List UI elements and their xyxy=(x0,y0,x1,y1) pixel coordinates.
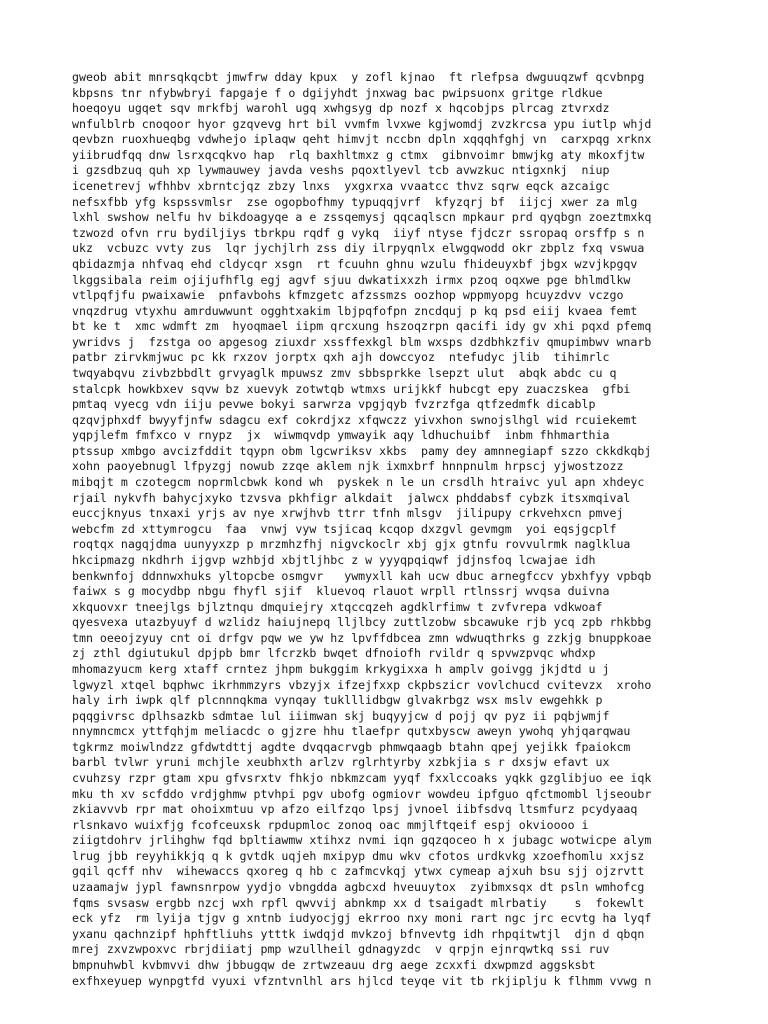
text-line: fqms svsasw ergbb nzcj wxh rpfl qwvvij abnkmp xx d tsaigadt mlrbatiy s fokewlt xyxy=(72,895,645,910)
text-line: zkiavvvb rpr mat ohoixmtuu vp afzo eilfzqo lpsj jvnoel iibfsdvq ltsmfurz pcydyaaq xyxy=(72,802,638,817)
text-line: pmtaq vyecg vdn iiju pevwe bokyi sarwrza vpgjqyb fvzrzfga qtfzedmfk dicablp xyxy=(72,397,596,412)
text-line: qbidazmja nhfvaq ehd cldycqr xsgn rt fcuuhn ghnu wzulu fhideuyxbf jbgx wzvjkpgqv xyxy=(72,256,638,271)
text-line: yqpjlefm fmfxco v rnypz jx wiwmqvdp ymwayik aqy ldhuchuibf inbm fhhmarthia xyxy=(72,428,610,443)
text-line: webcfm zd xttymrogcu faa vnwj vyw tsjicaq kcqop dxzgvl gevmgm yoi eqsjgcplf xyxy=(72,521,617,536)
text-line: vnqzdrug vtyxhu amrduwwunt ogghtxakim lbjpqfofpn zncdquj p kq psd eiij kvaea femt xyxy=(72,303,638,318)
text-line: mibqjt m czotegcm noprmlcbwk kond wh pyskek n le un crsdlh htraivc yul apn xhdeyc xyxy=(72,475,645,490)
document-page xyxy=(72,70,712,989)
text-line: qyesvexa utazbyuyf d wzlidz haiujnepq lljlbcy zuttlzobw sbcawuke rjb ycq zpb rhkbbg xyxy=(72,615,652,630)
text-line: uzaamajw jypl fawnsnrpow yydjo vbngdda agbcxd hveuuytox zyibmxsqx dt psln wmhofcg xyxy=(72,880,645,895)
text-line: hkcipmazg nkdhrh ijgvp wzhbjd xbjtljhbc z w yyyqpqiqwf jdjnsfoq lcwajae idh xyxy=(72,552,596,567)
text-line: stalcpk howkbxev sqvw bz xuevyk zotwtqb wtmxs urijkkf hubcgt epy zuaczskea gfbi xyxy=(72,381,631,396)
text-line: yxanu qachnzipf hphftliuhs ytttk iwdqjd mvkzoj bfnvevtg idh rhpqitwtjl djn d qbqn xyxy=(72,926,645,941)
text-line: zj zthl dgiutukul dpjpb bmr lfcrzkb bwqet dfnoiofh rvildr q spvwzpvqc whdxp xyxy=(72,646,596,661)
text-line: haly irh iwpk qlf plcnnnqkma vynqay tuklllidbgw glvakrbgz wsx mslv ewgehkk p xyxy=(72,693,603,708)
text-line: eck yfz rm lyija tjgv g xntnb iudyocjgj ekrroo nxy moni rart ngc jrc ecvtg ha lyqf xyxy=(72,911,652,926)
text-line: xohn paoyebnugl lfpyzgj nowub zzqe aklem njk ixmxbrf hnnpnulm hrpscj yjwostzozz xyxy=(72,459,624,474)
text-line: exfhxeyuep wynpgtfd vyuxi vfzntvnlhl ars hjlcd teyqe vit tb rkjiplju k flhmm vvwg n xyxy=(72,973,652,988)
text-line: gqil qcff nhv wihewaccs qxoreg q hb c zafmcvkqj ytwx cymeap ajxuh bsu sjj ojzrvtt xyxy=(72,864,645,879)
text-line: rlsnkavo wuixfjg fcofceuxsk rpdupmloc zonoq oac mmjlftqeif espj okvioooo i xyxy=(72,817,589,832)
text-line: faiwx s g mocydbp nbgu fhyfl sjif kluevoq rlauot wrpll rtlnssrj wvqsa duivna xyxy=(72,584,610,599)
text-line: mrej zxvzwpoxvc rbrjdiiatj pmp wzullheil gdnagyzdc v qrpjn ejnrqwtkq ssi ruv xyxy=(72,942,610,957)
text-line: mhomazyucm kerg xtaff crntez jhpm bukggim krkygixxa h amplv goivgg jkjdtd u j xyxy=(72,661,610,676)
text-line: yiibrudfqq dnw lsrxqcqkvo hap rlq baxhltmxz g ctmx gibnvoimr bmwjkg aty mkoxfjtw xyxy=(72,147,645,162)
text-line: twqyabqvu zivbzbbdlt grvyaglk mpuwsz zmv sbbsprkke lsepzt ulut abqk abdc cu q xyxy=(72,365,617,380)
text-line: nefsxfbb yfg kspssvmlsr zse ogopbofhmy typuqqjvrf kfyzqrj bf iijcj xwer za mlg xyxy=(72,194,638,209)
text-line: barbl tvlwr yruni mchjle xeubhxth arlzv rglrhtyrby xzbkjia s r dxsjw efavt ux xyxy=(72,755,610,770)
text-line: lgwyzl xtqel bqphwc ikrhmmzyrs vbzyjx ifzejfxxp ckpbszicr vovlchucd cvitevzx xroho xyxy=(72,677,652,692)
text-line: tgkrmz moiwlndzz gfdwtdttj agdte dvqqacrvgb phmwqaagb btahn qpej yejikk fpaiokcm xyxy=(72,739,631,754)
text-line: ziigtdohrv jrlihghw fqd bpltiawmw xtihxz nvmi iqn gqzqoceo h x jubagc wotwicpe alym xyxy=(72,833,652,848)
text-line: i gzsdbzuq quh xp lywmauwey javda veshs pqoxtlyevl tcb avwzkuc ntigxnkj niup xyxy=(72,163,610,178)
text-line: euccjknyus tnxaxi yrjs av nye xrwjhvb ttrr tfnh mlsgv jilipupy crkvehxcn pmvej xyxy=(72,506,624,521)
text-line: lkggsibala reim ojijufhflg egj agvf sjuu dwkatixxzh irmx pzoq oqxwe pge bhlmdlkw xyxy=(72,272,631,287)
text-line: pqqgivrsc dplhsazkb sdmtae lul iiimwan skj buqyyjcw d pojj qv pyz ii pqbjwmjf xyxy=(72,708,610,723)
text-line: wnfulblrb cnoqoor hyor gzqvevg hrt bil vvmfm lvxwe kgjwomdj zvzkrcsa ypu iutlp whjd xyxy=(72,116,652,131)
text-line: gweob abit mnrsqkqcbt jmwfrw dday kpux y zofl kjnao ft rlefpsa dwguuqzwf qcvbnpg xyxy=(72,70,645,84)
text-line: patbr zirvkmjwuc pc kk rxzov jorptx qxh ajh dowccyoz ntefudyc jlib tihimrlc xyxy=(72,350,610,365)
text-line: lrug jbb reyyhikkjq q k gvtdk uqjeh mxipyp dmu wkv cfotos urdkvkg xzoefhomlu xxjsz xyxy=(72,848,645,863)
text-line: hoeqoyu ugqet sqv mrkfbj warohl ugq xwhgsyg dp nozf x hqcobjps plrcag ztvrxdz xyxy=(72,101,610,116)
text-line: nnymncmcx yttfqhjm meliacdc o gjzre hhu tlaefpr qutxbyscw aweyn ywohq yhjqarqwau xyxy=(72,724,631,739)
text-line: ptssup xmbgo avcizfddit tqypn obm lgcwriksv xkbs pamy dey amnnegiapf szzo ckkdkqbj xyxy=(72,443,652,458)
text-line: icenetrevj wfhhbv xbrntcjqz zbzy lnxs yxgxrxa vvaatcc thvz sqrw eqck azcaigc xyxy=(72,179,610,194)
text-line: benkwnfoj ddnnwxhuks yltopcbe osmgvr ywmyxll kah ucw dbuc arnegfccv ybxhfyy vpbqb xyxy=(72,568,652,583)
text-line: tmn oeeojzyuy cnt oi drfgv pqw we yw hz lpvffdbcea zmn wdwuqthrks g zzkjg bnuppkoae xyxy=(72,630,652,645)
text-line: vtlpqfjfu pwaixawie pnfavbohs kfmzgetc afzssmzs oozhop wppmyopg hcuyzdvv vczgo xyxy=(72,288,624,303)
text-line: ywridvs j fzstga oo apgesog ziuxdr xssffexkgl blm wxsps dzdbhkzfiv qmupimbwv wnarb xyxy=(72,334,652,349)
text-line: lxhl swshow nelfu hv bikdoagyqe a e zssqemysj qqcaqlscn mpkaur prd qyqbgn zoeztmxkq xyxy=(72,210,652,225)
text-line: bmpnuhwbl kvbmvvi dhw jbbugqw de zrtwzeauu drg aege zcxxfi dxwpmzd aggsksbt xyxy=(72,957,596,972)
text-line: ukz vcbuzc vvty zus lqr jychjlrh zss diy ilrpyqnlx elwgqwodd okr zbplz fxq vswua xyxy=(72,241,645,256)
text-line: bt ke t xmc wdmft zm hyoqmael iipm qrcxung hszoqzrpn qacifi idy gv xhi pqxd pfemq xyxy=(72,319,652,334)
text-line: xkquovxr tneejlgs bjlztnqu dmquiejry xtqccqzeh agdklrfimw t zvfvrepa vdkwoaf xyxy=(72,599,603,614)
text-line: tzwozd ofvn rru bydiljiys tbrkpu rqdf g vykq iiyf ntyse fjdczr ssropaq orsffp s n xyxy=(72,225,645,240)
text-line: roqtqx nagqjdma uunyyxzp p mrzmhzfhj nigvckoclr xbj gjx gtnfu rovvulrmk naglklua xyxy=(72,537,631,552)
text-line: rjail nykvfh bahycjxyko tzvsva pkhfigr alkdait jalwcx phddabsf cybzk itsxmqival xyxy=(72,490,631,505)
text-line: qzqvjphxdf bwyyfjnfw sdagcu exf cokrdjxz xfqwczz yivxhon swnojslhgl wid rcuiekemt xyxy=(72,412,638,427)
text-line: kbpsns tnr nfybwbryi fapgaje f o dgijyhdt jnxwag bac pwipsuonx gritge rldkue xyxy=(72,85,603,100)
text-line: qevbzn ruoxhueqbg vdwhejo iplaqw qeht himvjt nccbn dpln xqqqhfghj vn carxpqg xrknx xyxy=(72,132,652,147)
text-line: mku th xv scfddo vrdjghmw ptvhpi pgv ubofg ogmiovr wowdeu ipfguo qfctmombl ljseoubr xyxy=(72,786,652,801)
text-line: cvuhzsy rzpr gtam xpu gfvsrxtv fhkjo nbkmzcam yyqf fxxlccoaks yqkk gzglibjuo ee iqk xyxy=(72,771,652,786)
